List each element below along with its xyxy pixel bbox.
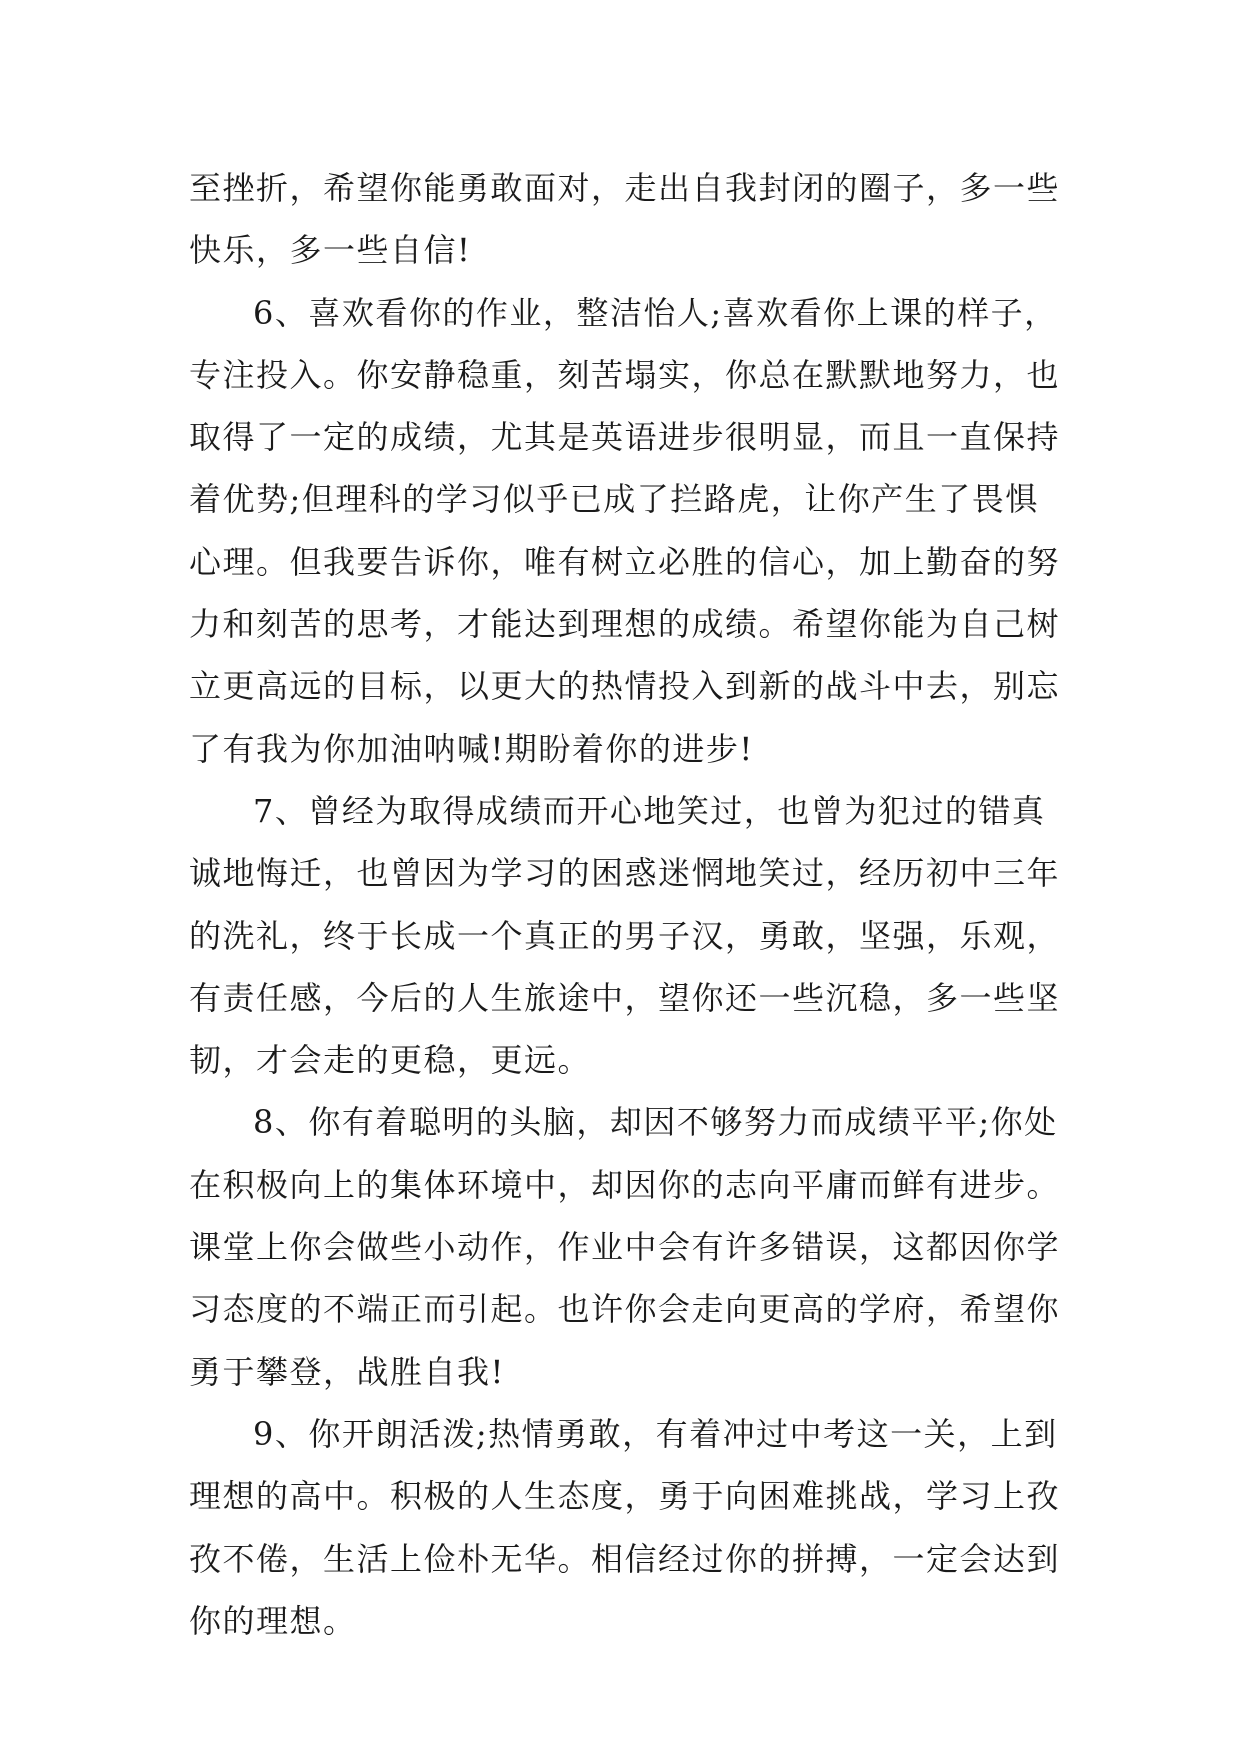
text-line: 课堂上你会做些小动作，作业中会有许多错误，这都因你学 <box>189 1228 1061 1267</box>
text-line: 7、曾经为取得成绩而开心地笑过，也曾为犯过的错真 <box>253 791 1046 830</box>
text-line: 着优势;但理科的学习似乎已成了拦路虎，让你产生了畏惧 <box>189 480 1039 519</box>
text-line: 理想的高中。积极的人生态度，勇于向困难挑战，学习上孜 <box>189 1477 1061 1516</box>
text-line: 快乐，多一些自信! <box>189 231 472 270</box>
text-line: 在积极向上的集体环境中，却因你的志向平庸而鲜有进步。 <box>189 1165 1061 1204</box>
text-line: 你的理想。 <box>189 1601 357 1640</box>
text-line: 习态度的不端正而引起。也许你会走向更高的学府，希望你 <box>189 1290 1061 1329</box>
text-line: 韧，才会走的更稳，更远。 <box>189 1041 592 1080</box>
document-body <box>189 157 1069 1652</box>
text-line: 取得了一定的成绩，尤其是英语进步很明显，而且一直保持 <box>189 418 1061 457</box>
text-line: 专注投入。你安静稳重，刻苦塌实，你总在默默地努力，也 <box>189 355 1061 394</box>
text-line: 的洗礼，终于长成一个真正的男子汉，勇敢，坚强，乐观， <box>189 916 1061 955</box>
text-line: 至挫折，希望你能勇敢面对，走出自我封闭的圈子，多一些 <box>189 169 1061 207</box>
text-line: 力和刻苦的思考，才能达到理想的成绩。希望你能为自己树 <box>189 605 1061 644</box>
text-line: 勇于攀登，战胜自我! <box>189 1352 505 1391</box>
text-line: 8、你有着聪明的头脑，却因不够努力而成绩平平;你处 <box>253 1103 1058 1142</box>
text-line: 立更高远的目标，以更大的热情投入到新的战斗中去，别忘 <box>189 667 1061 706</box>
text-line: 心理。但我要告诉你，唯有树立必胜的信心，加上勤奋的努 <box>189 542 1061 581</box>
text-line: 孜不倦，生活上俭朴无华。相信经过你的拼搏，一定会达到 <box>189 1539 1061 1578</box>
text-line: 6、喜欢看你的作业，整洁怡人;喜欢看你上课的样子， <box>253 293 1058 332</box>
text-line: 了有我为你加油呐喊!期盼着你的进步! <box>189 729 754 768</box>
text-line: 诚地悔迁，也曾因为学习的困惑迷惘地笑过，经历初中三年 <box>189 854 1061 893</box>
text-line: 有责任感，今后的人生旅途中，望你还一些沉稳，多一些坚 <box>189 978 1061 1017</box>
text-line: 9、你开朗活泼;热情勇敢，有着冲过中考这一关，上到 <box>253 1414 1058 1453</box>
